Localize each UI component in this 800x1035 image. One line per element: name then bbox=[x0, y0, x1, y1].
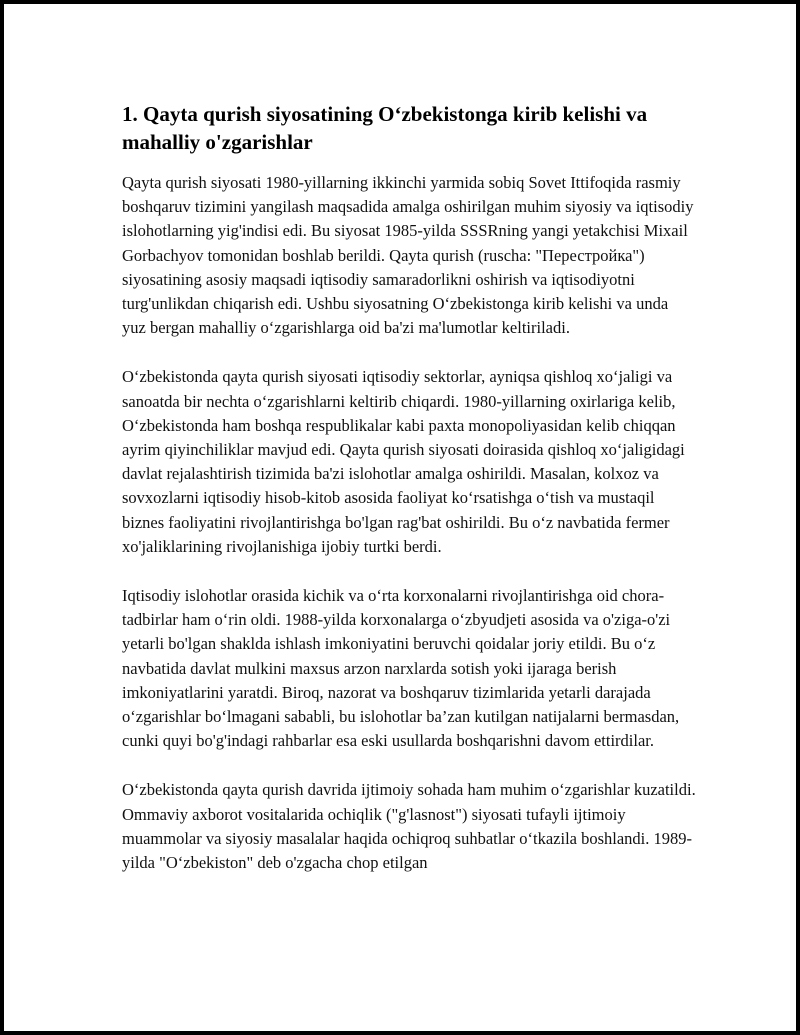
paragraph-3: Iqtisodiy islohotlar orasida kichik va o‘rta korxonalarni rivojlantirishga oid chora-tadbirlar ham o‘rin oldi. 1988-yilda korxonalarga o‘zbyudjeti asosida va o'ziga-o'zi yetarli bo'lgan shaklda ishlash imkoniyatini beruvchi qoidalar joriy etildi. Bu o‘z navbatida davlat mulkini maxsus arzon narxlarda sotish yoki ijaraga berish imkoniyatlarini yaratdi. Biroq, nazorat va boshqaruv tizimlarida yetarli darajada o‘zgarishlar bo‘lmagani sababli, bu islohotlar ba’zan kutilgan natijalarni bermasdan, cunki quyi bo'g'indagi rahbarlar esa eski usullarda boshqarishni davom ettirdilar. bbox=[122, 586, 680, 751]
section-heading: 1. Qayta qurish siyosatining O‘zbekistonga kirib kelishi va mahalliy o'zgarishlar bbox=[122, 102, 648, 154]
paragraph-2: O‘zbekistonda qayta qurish siyosati iqtisodiy sektorlar, ayniqsa qishloq xo‘jaligi va sanoatda bir nechta o‘zgarishlarni keltirib chiqardi. 1980-yillarning oxirlariga kelib, O‘zbekistonda ham boshqa respublikalar kabi paxta monopoliyasidan kelib chiqqan ayrim qiyinchiliklar mavjud edi. Qayta qurish siyosati doirasida qishloq xo‘jaligidagi davlat rejalashtirish tizimida ba'zi islohotlar amalga oshirildi. Masalan, kolxoz va sovxozlarni iqtisodiy hisob-kitob asosida faoliyat ko‘rsatishga o‘tish va mustaqil biznes faoliyatini rivojlantirishga bo'lgan rag'bat oshirildi. Bu o‘z navbatida fermer xo'jaliklarining rivojlanishiga ijobiy turtki berdi. bbox=[122, 367, 685, 556]
paragraph-4: O‘zbekistonda qayta qurish davrida ijtimoiy sohada ham muhim o‘zgarishlar kuzatildi. Ommaviy axborot vositalarida ochiqlik ("g'lasnost") siyosati tufayli ijtimoiy muammolar va siyosiy masalalar haqida ochiqroq suhbatlar o‘tkazila boshlandi. 1989-yilda "O‘zbekiston" deb o'zgacha chop etilgan bbox=[122, 780, 696, 873]
paragraph-1: Qayta qurish siyosati 1980-yillarning ikkinchi yarmida sobiq Sovet Ittifoqida rasmiy boshqaruv tizimini yangilash maqsadida amalga oshirilgan muhim siyosiy va iqtisodiy islohotlarning yig'indisi edi. Bu siyosat 1985-yilda SSSRning yangi yetakchisi Mixail Gorbachyov tomonidan boshlab berildi. Qayta qurish (ruscha: "Перестройка") siyosatining asosiy maqsadi iqtisodiy samaradorlikni oshirish va iqtisodiyotni turg'unlikdan chiqarish edi. Ushbu siyosatning O‘zbekistonga kirib kelishi va unda yuz bergan mahalliy o‘zgarishlarga oid ba'zi ma'lumotlar keltiriladi. bbox=[122, 173, 694, 338]
document-body bbox=[122, 100, 696, 900]
